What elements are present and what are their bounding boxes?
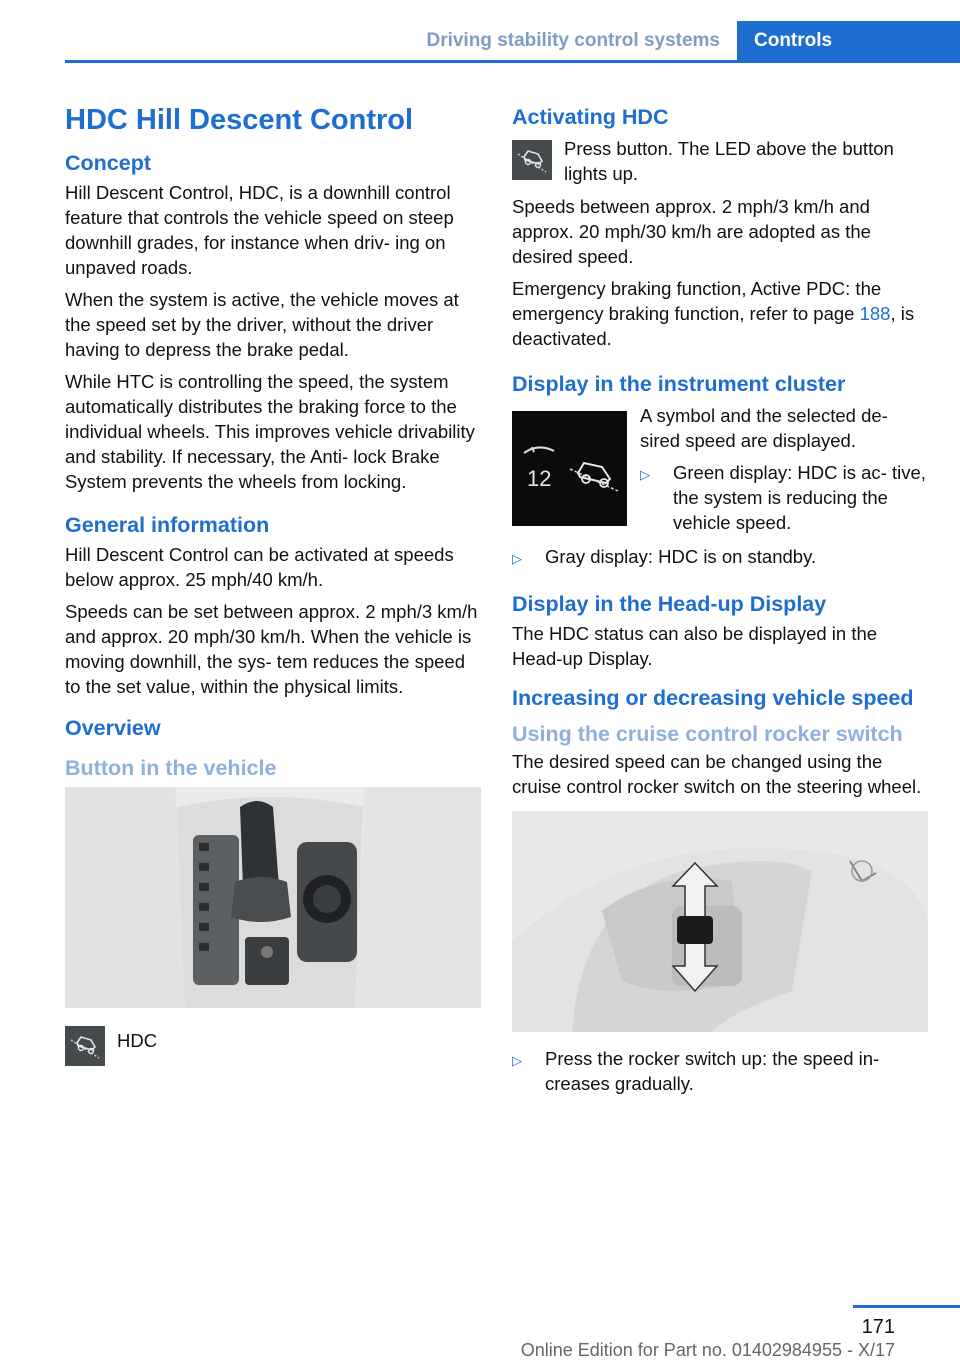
edition-note: Online Edition for Part no. 01402984955 - X/17: [520, 1340, 895, 1360]
left-column: [65, 100, 481, 1066]
heading-rocker-switch: Using the cruise control rocker switch: [512, 722, 903, 746]
cluster-bullet-green-text: Green display: HDC is ac‐ tive, the system is reducing the vehicle speed.: [673, 462, 926, 533]
heading-button-in-vehicle: Button in the vehicle: [65, 756, 277, 780]
steering-wheel-image: [512, 811, 928, 1032]
cluster-paragraph: A symbol and the selected de‐ sired speed are displayed.: [640, 405, 888, 451]
general-paragraph-1: Hill Descent Control can be activated at speeds below approx. 25 mph/40 km/h.: [65, 544, 454, 590]
hdc-label: HDC: [117, 1030, 158, 1051]
hdc-icon: [65, 1026, 105, 1066]
right-column: [512, 104, 930, 1103]
cluster-bullet-gray: [512, 544, 930, 571]
section-title: Driving stability control systems: [426, 30, 720, 51]
activating-instruction-text: Press button. The LED above the button lights up.: [564, 138, 894, 184]
page-title: HDC Hill Descent Control: [65, 104, 414, 136]
page-header: [0, 0, 960, 64]
instrument-cluster-image: [512, 411, 627, 526]
cluster-bullet-green: [640, 460, 930, 535]
chapter-tab: Controls: [737, 21, 960, 61]
page-number: 171: [861, 1316, 895, 1338]
hdc-button-legend: [65, 1026, 481, 1066]
footer-rule: [853, 1305, 960, 1308]
rocker-bullet-up: [512, 1046, 930, 1096]
activating-paragraph-2: [512, 276, 930, 351]
heading-general-information: General information: [65, 513, 270, 537]
rocker-bullet-up-text: Press the rocker switch up: the speed in‐ creases gradually.: [545, 1048, 880, 1094]
heading-instrument-cluster: Display in the instrument cluster: [512, 372, 846, 396]
page-link-188[interactable]: 188: [859, 303, 891, 324]
general-paragraph-2: Speeds can be set between approx. 2 mph/3 km/h and approx. 20 mph/30 km/h. When the vehicle is moving downhill, the sys‐ tem reduces the speed to the set value, within the physical limits.: [65, 601, 478, 697]
cluster-speed: 12: [527, 466, 552, 491]
heading-activating-hdc: Activating HDC: [512, 105, 669, 129]
hud-paragraph: The HDC status can also be displayed in the Head-up Display.: [512, 623, 878, 669]
rocker-paragraph: The desired speed can be changed using the cruise control rocker switch on the steering wheel.: [512, 751, 922, 797]
rocker-switch-illustration: [512, 811, 928, 1032]
triangle-bullet-icon: ▷: [640, 467, 650, 482]
concept-paragraph-3: While HTC is controlling the speed, the system automatically distributes the braking force to the individual wheels. This improves vehicle drivability and stability. If necessary, the Anti‐ lock Brake System prevents the wheels from locking.: [65, 371, 475, 492]
activating-p2-text: Emergency braking function, Active PDC: the emergency braking function, refer to page: [512, 278, 882, 324]
cluster-description: [640, 403, 930, 542]
concept-paragraph-2: When the system is active, the vehicle moves at the speed set by the driver, without the driver having to depress the brake pedal.: [65, 289, 459, 360]
heading-vehicle-speed: Increasing or decreasing vehicle speed: [512, 686, 914, 710]
cluster-bullet-gray-text: Gray display: HDC is on standby.: [545, 546, 817, 567]
triangle-bullet-icon: ▷: [512, 551, 522, 566]
triangle-bullet-icon: ▷: [512, 1053, 522, 1068]
activating-p2-end: , is deactivated.: [512, 303, 915, 349]
activating-instruction: [512, 136, 930, 186]
cluster-display-block: [512, 403, 930, 542]
heading-overview: Overview: [65, 716, 161, 740]
center-console-image: [65, 787, 481, 1008]
activating-paragraph-1: Speeds between approx. 2 mph/3 km/h and approx. 20 mph/30 km/h are adopted as the desired speed.: [512, 196, 871, 267]
hdc-icon: [512, 140, 552, 180]
concept-paragraph-1: Hill Descent Control, HDC, is a downhill control feature that controls the vehicle speed on steep downhill grades, for instance when driv‐ ing on unpaved roads.: [65, 182, 454, 278]
heading-concept: Concept: [65, 151, 151, 175]
cluster-hdc-symbol: [512, 411, 627, 526]
center-console-illustration: [65, 787, 481, 1008]
heading-head-up-display: Display in the Head-up Display: [512, 592, 827, 616]
